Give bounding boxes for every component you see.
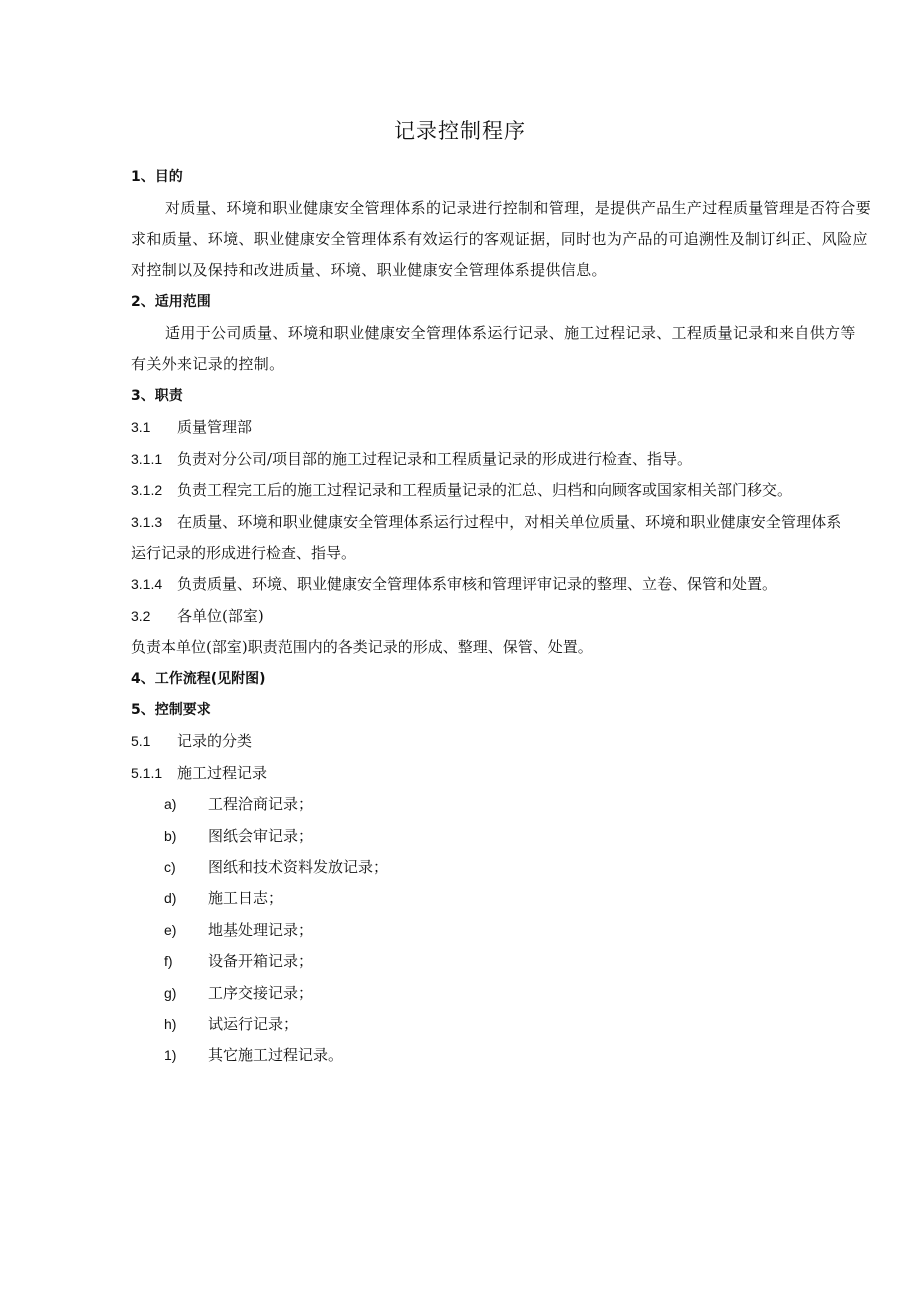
list-item: 地基处理记录； [208, 921, 314, 939]
list-marker: d) [164, 890, 177, 906]
list-item: 施工日志； [208, 889, 284, 907]
item-text: 负责工程完工后的施工过程记录和工程质量记录的汇总、归档和向顾客或国家相关部门移交。 [177, 481, 793, 499]
list-marker: 1) [164, 1047, 177, 1063]
item-text: 负责质量、环境、职业健康安全管理体系审核和管理评审记录的整理、立卷、保管和处置。 [177, 575, 778, 593]
list-marker: g) [164, 985, 177, 1001]
item-text: 负责对分公司/项目部的施工过程记录和工程质量记录的形成进行检查、指导。 [177, 450, 693, 468]
section-1-line: 对质量、环境和职业健康安全管理体系的记录进行控制和管理，是提供产品生产过程质量管理是否符合要 [165, 199, 872, 217]
section-1-line: 求和质量、环境、职业健康安全管理体系有效运行的客观证据，同时也为产品的可追溯性及制订纠正、风险应 [131, 230, 868, 248]
list-item: 其它施工过程记录。 [208, 1046, 344, 1064]
list-marker: e) [164, 922, 177, 938]
item-number: 3.1.1 [131, 451, 163, 467]
item-number: 3.1.2 [131, 482, 163, 498]
list-item: 图纸和技术资料发放记录； [208, 858, 389, 876]
item-text-continuation: 运行记录的形成进行检查、指导。 [131, 544, 357, 562]
item-number: 5.1.1 [131, 765, 163, 781]
section-2-line: 适用于公司质量、环境和职业健康安全管理体系运行记录、施工过程记录、工程质量记录和来自供方等 [165, 324, 856, 342]
list-item: 图纸会审记录； [208, 827, 314, 845]
section-3-heading: 3、职责 [131, 388, 183, 404]
list-item: 试运行记录； [208, 1015, 299, 1033]
section-1-line: 对控制以及保持和改进质量、环境、职业健康安全管理体系提供信息。 [131, 261, 607, 279]
list-marker: b) [164, 828, 177, 844]
item-number: 3.1.4 [131, 576, 163, 592]
list-marker: f) [164, 953, 173, 969]
item-text: 在质量、环境和职业健康安全管理体系运行过程中，对相关单位质量、环境和职业健康安全管理体系 [177, 513, 842, 531]
section-2-line: 有关外来记录的控制。 [131, 355, 285, 373]
list-item: 设备开箱记录； [208, 952, 314, 970]
list-item: 工序交接记录； [208, 984, 314, 1002]
item-text: 质量管理部 [177, 418, 253, 436]
section-4-heading: 4、工作流程(见附图) [131, 671, 266, 687]
item-number: 5.1 [131, 733, 151, 749]
item-text: 施工过程记录 [177, 764, 268, 782]
list-marker: c) [164, 859, 176, 875]
document-title: 记录控制程序 [394, 119, 526, 143]
item-body: 负责本单位(部室)职责范围内的各类记录的形成、整理、保管、处置。 [131, 638, 593, 656]
list-item: 工程洽商记录； [208, 795, 314, 813]
list-marker: a) [164, 796, 177, 812]
item-number: 3.2 [131, 608, 151, 624]
item-text: 记录的分类 [177, 732, 253, 750]
section-5-heading: 5、控制要求 [131, 702, 211, 718]
section-1-heading: 1、目的 [131, 169, 183, 185]
item-text: 各单位(部室) [177, 607, 264, 625]
item-number: 3.1 [131, 419, 151, 435]
section-2-heading: 2、适用范围 [131, 294, 211, 310]
item-number: 3.1.3 [131, 514, 163, 530]
list-marker: h) [164, 1016, 177, 1032]
